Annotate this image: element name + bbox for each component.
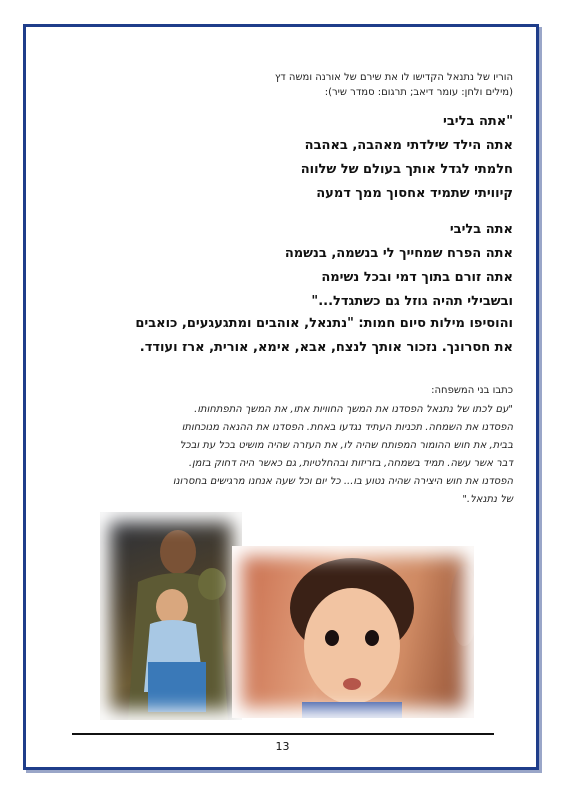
intro-line: הוריו של נתנאל הקדישו לו את שירם של אורנה ומשה דץ — [274, 72, 513, 83]
poem-line: ובשבילי תהיה גוזל גם כשתגדל..." — [311, 294, 513, 309]
family-line: דבר אשר עשה. תמיד בשמחה, בזריזות ובהחלטיות, גם כאשר היה דחוק בזמן. — [188, 458, 513, 469]
family-line: הפסדנו את חוש היצירה שהיה נטוע בו... כל יום וכל שעה אנחנו מרגישים בחסרונו — [172, 476, 513, 487]
intro-text — [93, 70, 513, 100]
poem-line: אתה בליבי — [449, 222, 513, 237]
poem-stanza-2 — [133, 218, 513, 314]
closing-line: את חסרונך. נזכור אותך לנצח, אבא, אימא, אורית, ארז ועודד. — [139, 340, 513, 355]
family-line: בבית, את חוש ההומור המפותח שהיה לו, את העזרה שהיה מושיט בכל עת ובכל — [179, 440, 513, 451]
photo-fade — [100, 512, 242, 720]
poem-line: "אתה בליבי — [443, 114, 513, 129]
family-line: "עם לכתו של נתנאל הפסדנו את המשך החוויות אתו, את המשך התפתחותו. — [194, 404, 513, 415]
family-line: של נתנאל." — [462, 494, 513, 505]
family-quote — [63, 401, 513, 509]
family-title: כתבו בני המשפחה: — [431, 385, 513, 396]
page-number: 13 — [275, 740, 290, 753]
poem-line: אתה הילד שילדתי מאהבה, באהבה — [304, 138, 513, 153]
poem-line: חלמתי לגדל אותך בעולם של שלווה — [300, 162, 513, 177]
poem-line: אתה זורם בתוך דמי ובכל נשימה — [321, 270, 513, 285]
poem-line: אתה הפרח שמחייך לי בנשמה, בנשמה — [284, 246, 513, 261]
family-line: הפסדנו את השמחה. תכניות העתיד נגדעו באחת. הפסדנו את ההנאה מנוכחותו — [181, 422, 513, 433]
photo-child-portrait — [232, 546, 474, 718]
intro-line: (מילים ולחן: עומר דיאב; תרגום: סמדר שיר): — [324, 87, 513, 98]
photo-soldier-with-child — [100, 512, 242, 720]
poem-line: קיוויתי שתמיד אחסוך ממך דמעה — [316, 186, 513, 201]
closing-line: והוסיפו מילות סיום חמות: "נתנאל, אוהבים ומתגעגעים, כואבים — [135, 316, 513, 331]
photo-fade — [232, 546, 474, 718]
closing-words — [73, 312, 513, 360]
footer-rule — [72, 733, 494, 735]
poem-stanza-1 — [133, 110, 513, 206]
